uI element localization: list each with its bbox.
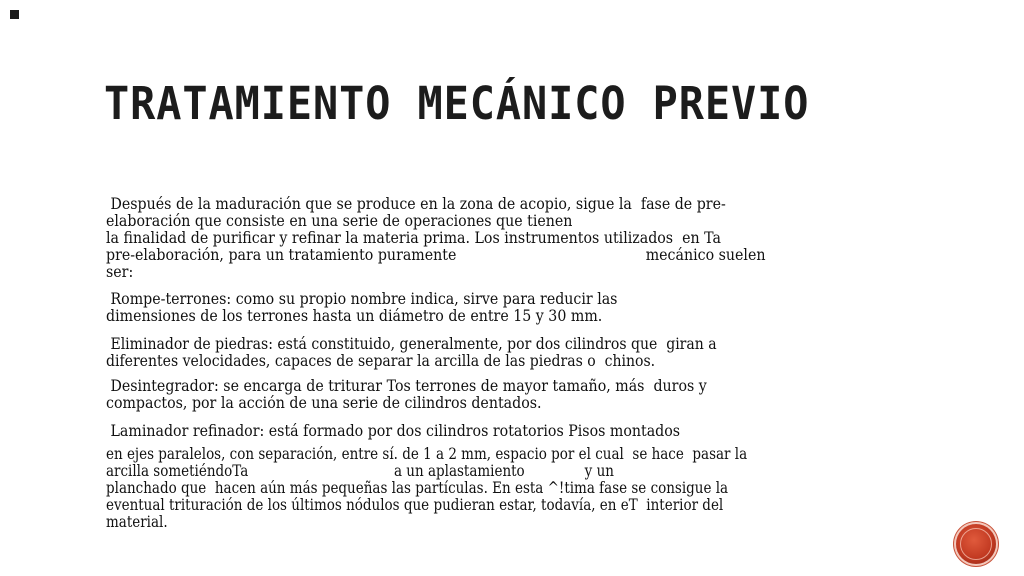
slide-title: TRATAMIENTO MECÁNICO PREVIO — [104, 77, 810, 130]
paragraph-eliminador-de-piedras: Eliminador de piedras: está constituido, generalmente, por dos cilindros que giran a diferentes velocidades, capaces de separar la arcilla de las piedras o chinos. — [106, 335, 717, 370]
paragraph-intro: Después de la maduración que se produce en la zona de acopio, sigue la fase de pre- elaboración que consiste en una serie de operaciones que tienen la finalidad de purificar y refinar la materia prima. Los instrumentos utilizados en Ta pre-elaboración, para un tratamiento puramente mecánico suelen ser: — [106, 195, 766, 281]
paragraph-laminador-detalle: en ejes paralelos, con separación, entre sí. de 1 a 2 mm, espacio por el cual se hace pasar la arcilla sometiéndoTa a un aplastamiento y un planchado que hacen aún más pequeñas las partículas. En esta ^!tima fase se consigue la eventual trituración de los últimos nódulos que pudieran estar, todavía, en eT interior del material. — [106, 445, 748, 531]
paragraph-laminador-refinador: Laminador refinador: está formado por dos cilindros rotatorios Pisos montados — [106, 422, 681, 440]
paragraph-rompe-terrones: Rompe-terrones: como su propio nombre indica, sirve para reducir las dimensiones de los terrones hasta un diámetro de entre 15 y 30 mm. — [106, 290, 618, 325]
paragraph-desintegrador: Desintegrador: se encarga de triturar Tos terrones de mayor tamaño, más duros y compactos, por la acción de una serie de cilindros dentados. — [106, 377, 707, 412]
slide-nav-button[interactable] — [956, 524, 996, 564]
nav-button-ring-decoration — [960, 528, 992, 560]
corner-square-decoration — [10, 10, 19, 19]
